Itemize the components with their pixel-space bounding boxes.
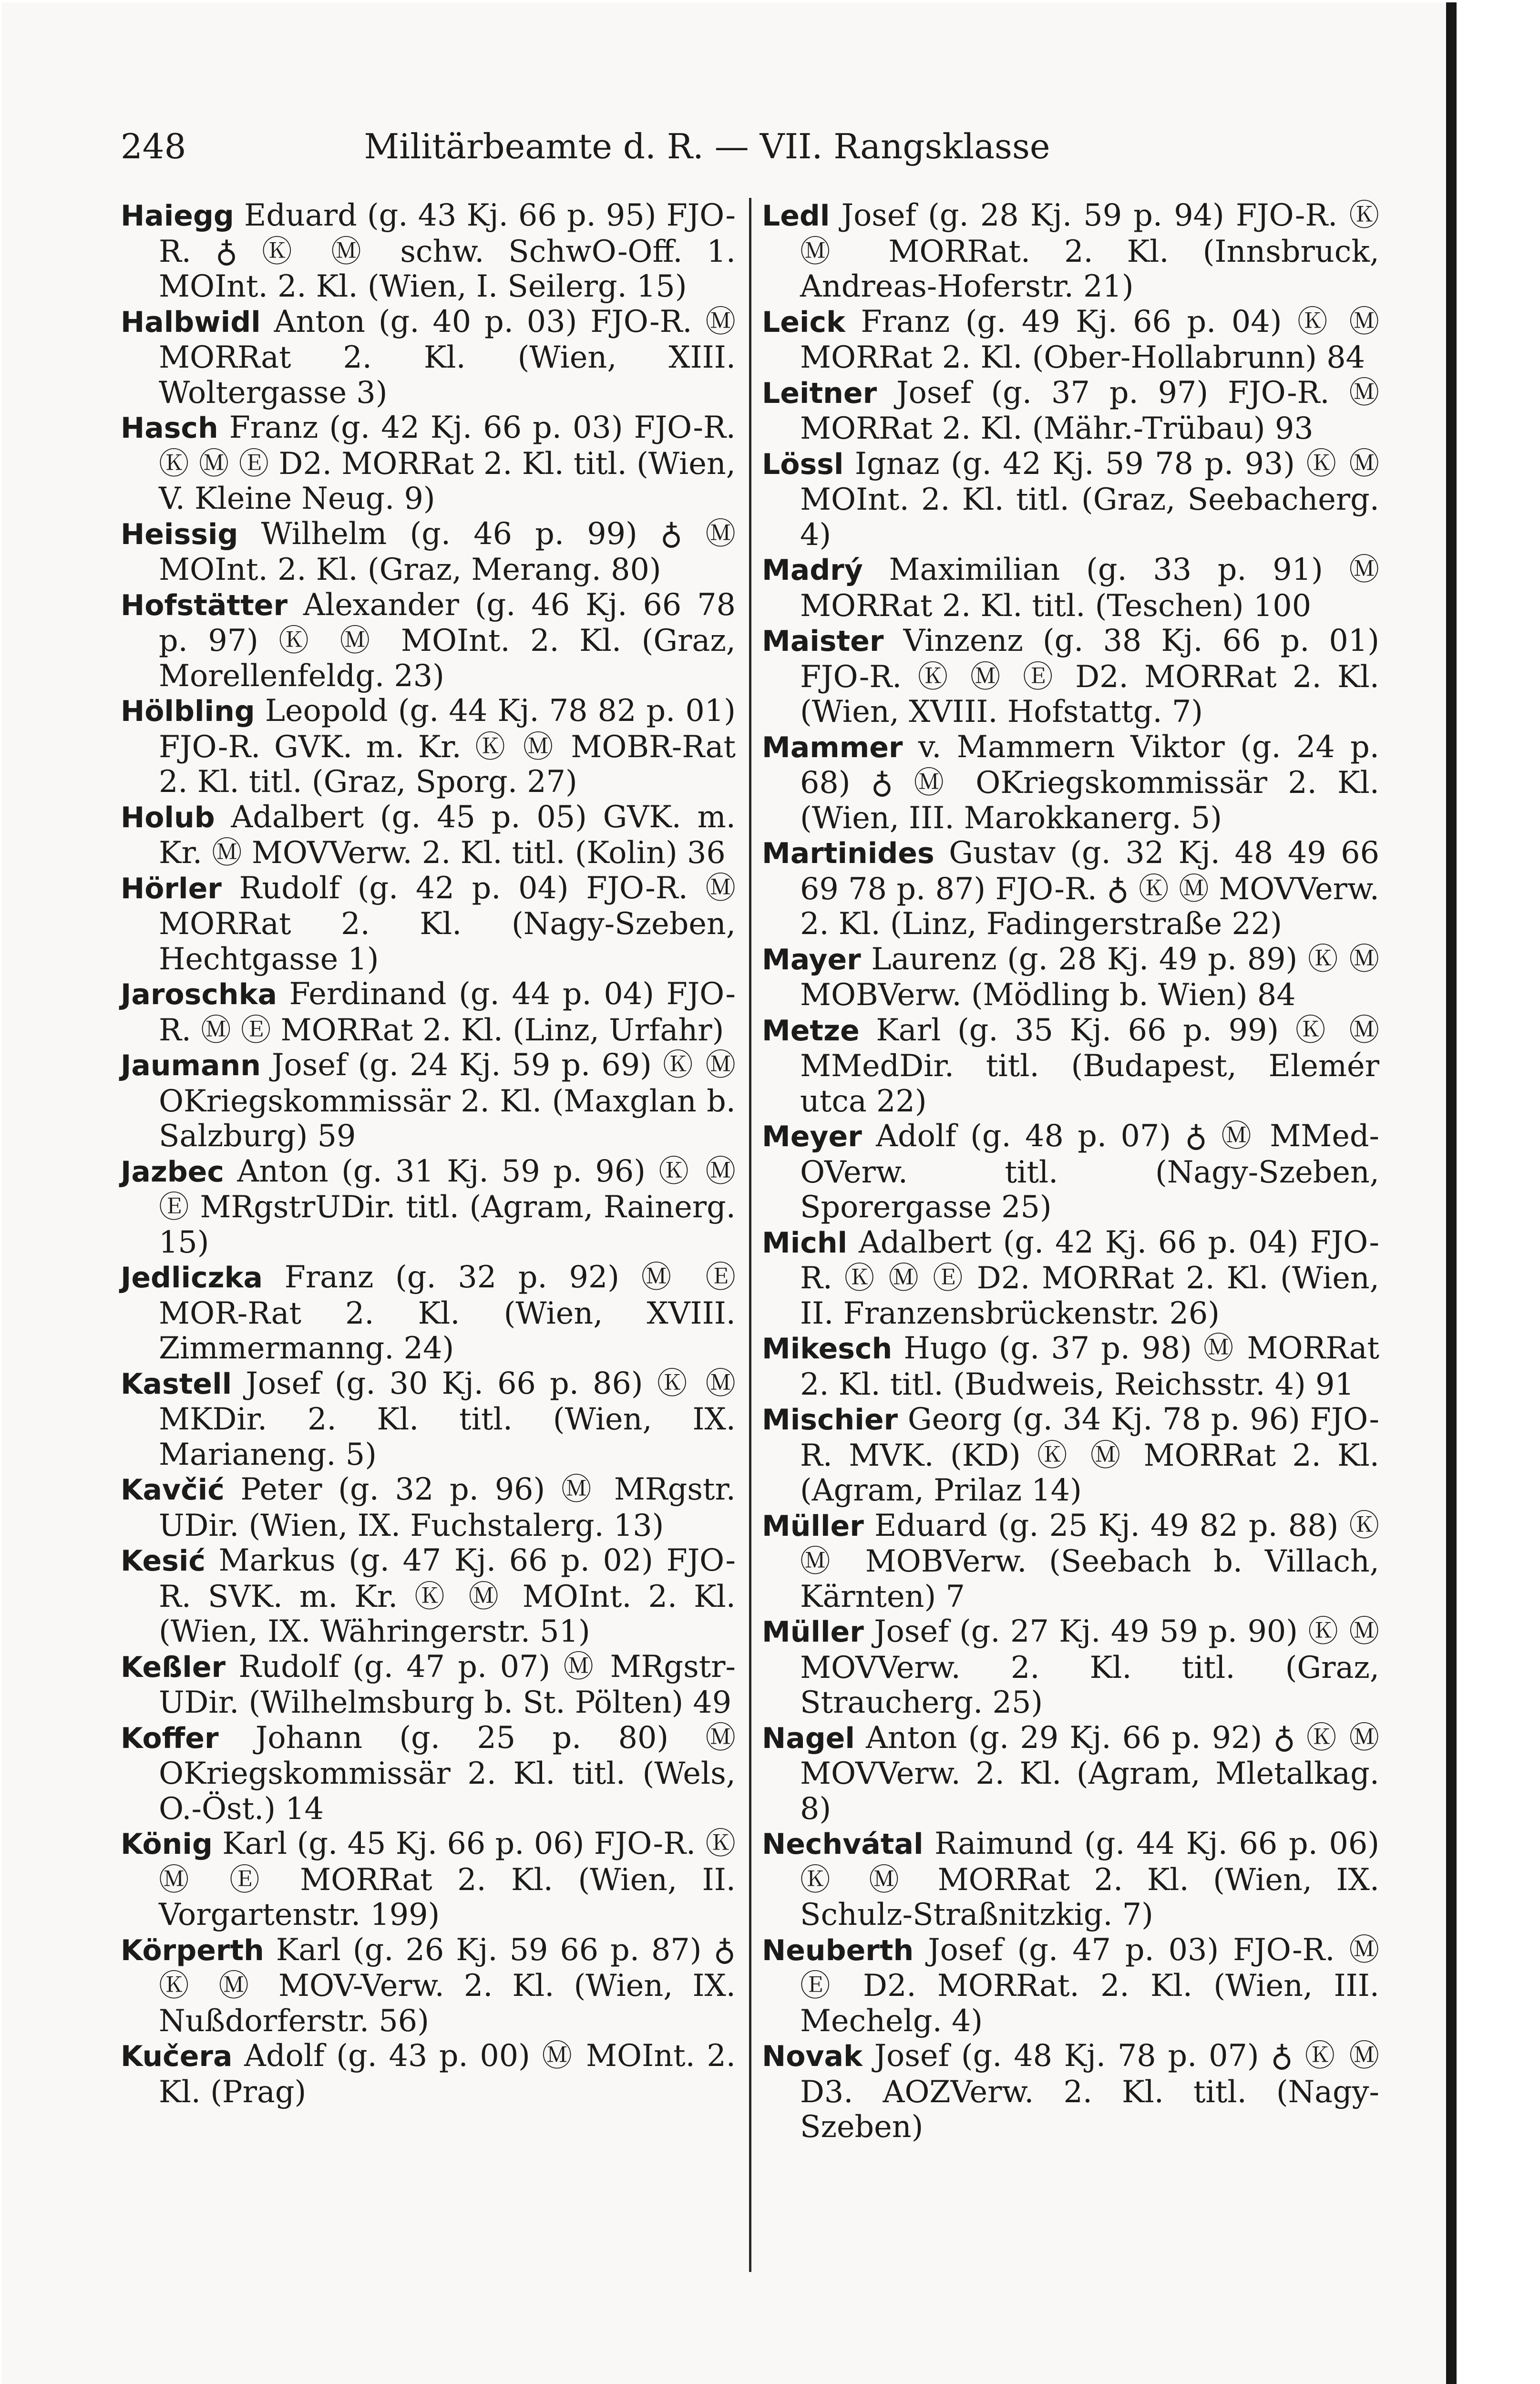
directory-entry xyxy=(762,2038,1379,2145)
directory-entry xyxy=(121,1154,736,1260)
entry-surname: Neuberth xyxy=(762,1933,914,1967)
entry-details: Raimund (g. 44 Kj. 66 p. 06) Ⓚ Ⓜ MORRat 2. Kl. (Wien, IX. Schulz-Straßnitzkig. 7) xyxy=(800,1826,1379,1932)
entry-surname: Martinides xyxy=(762,837,934,870)
entry-surname: Jazbec xyxy=(121,1155,224,1189)
directory-entry xyxy=(762,1225,1379,1331)
entry-details: Karl (g. 35 Kj. 66 p. 99) Ⓚ Ⓜ MMedDir. titl. (Budapest, Elemér utca 22) xyxy=(800,1012,1379,1119)
entry-surname: Jaroschka xyxy=(121,978,277,1011)
entry-surname: Holub xyxy=(121,801,215,834)
left-column xyxy=(121,198,736,2109)
entry-details: Peter (g. 32 p. 96) Ⓜ MRgstr. UDir. (Wien, IX. Fuchstalerg. 13) xyxy=(159,1471,736,1543)
directory-entry xyxy=(121,1932,736,2039)
entry-details: Adalbert (g. 42 Kj. 66 p. 04) FJO-R. Ⓚ Ⓜ Ⓔ D2. MORRat 2. Kl. (Wien, II. Franzensbrückenstr. 26) xyxy=(800,1224,1379,1331)
entry-details: Maximilian (g. 33 p. 91) Ⓜ MORRat 2. Kl. titl. (Teschen) 100 xyxy=(800,552,1379,623)
entry-surname: Mammer xyxy=(762,730,903,764)
directory-entry xyxy=(762,1720,1379,1827)
entry-surname: Heissig xyxy=(121,517,238,551)
entry-details: Franz (g. 32 p. 92) Ⓜ Ⓔ MOR-Rat 2. Kl. (Wien, XVIII. Zimmermanng. 24) xyxy=(159,1259,736,1366)
directory-entry xyxy=(762,1402,1379,1508)
directory-entry xyxy=(121,1366,736,1472)
entry-details: Anton (g. 31 Kj. 59 p. 96) Ⓚ Ⓜ Ⓔ MRgstrUDir. titl. (Agram, Rainerg. 15) xyxy=(159,1153,736,1260)
entry-details: Anton (g. 40 p. 03) FJO-R. Ⓜ MORRat 2. Kl. (Wien, XIII. Woltergasse 3) xyxy=(159,303,736,410)
entry-details: Josef (g. 30 Kj. 66 p. 86) Ⓚ Ⓜ MKDir. 2. Kl. titl. (Wien, IX. Marianeng. 5) xyxy=(159,1365,736,1472)
entry-details: Vinzenz (g. 38 Kj. 66 p. 01) FJO-R. Ⓚ Ⓜ Ⓔ D2. MORRat 2. Kl. (Wien, XVIII. Hofstattg. 7) xyxy=(800,623,1379,729)
scanned-page xyxy=(1,2,1457,2384)
entry-surname: Keßler xyxy=(121,1650,226,1684)
entry-details: Georg (g. 34 Kj. 78 p. 96) FJO-R. MVK. (KD) Ⓚ Ⓜ MORRat 2. Kl. (Agram, Prilaz 14) xyxy=(800,1401,1379,1508)
entry-surname: Hörler xyxy=(121,872,222,905)
entry-details: Ignaz (g. 42 Kj. 59 78 p. 93) Ⓚ Ⓜ MOInt. 2. Kl. titl. (Graz, Seebacherg. 4) xyxy=(800,445,1379,552)
entry-surname: Madrý xyxy=(762,554,863,587)
directory-entry xyxy=(121,1472,736,1543)
entry-surname: Lössl xyxy=(762,447,844,481)
entry-details: Eduard (g. 43 Kj. 66 p. 95) FJO-R. ♁ Ⓚ Ⓜ schw. SchwO-Off. 1. MOInt. 2. Kl. (Wien, I. Seilerg. 15) xyxy=(159,197,736,304)
entry-details: Gustav (g. 32 Kj. 48 49 66 69 78 p. 87) FJO-R. ♁ Ⓚ Ⓜ MOVVerw. 2. Kl. (Linz, Fadingerstraße 22) xyxy=(800,835,1379,941)
entry-surname: Hasch xyxy=(121,411,218,445)
entry-surname: Michl xyxy=(762,1226,848,1260)
directory-entry xyxy=(762,1826,1379,1932)
entry-details: Rudolf (g. 47 p. 07) Ⓜ MRgstr-UDir. (Wilhelmsburg b. St. Pölten) 49 xyxy=(159,1648,736,1720)
entry-surname: Müller xyxy=(762,1615,864,1649)
entry-surname: Körperth xyxy=(121,1933,264,1967)
entry-surname: Maister xyxy=(762,625,884,658)
directory-entry xyxy=(762,1508,1379,1614)
directory-entry xyxy=(762,1932,1379,2039)
page-header xyxy=(121,126,1294,179)
directory-entry xyxy=(121,516,736,587)
entry-surname: Müller xyxy=(762,1509,864,1543)
entry-details: Ferdinand (g. 44 p. 04) FJO-R. Ⓜ Ⓔ MORRat 2. Kl. (Linz, Urfahr) xyxy=(159,976,736,1048)
column-divider xyxy=(749,198,751,2272)
entry-details: Josef (g. 28 Kj. 59 p. 94) FJO-R. Ⓚ Ⓜ MORRat. 2. Kl. (Innsbruck, Andreas-Hoferstr. 21) xyxy=(800,197,1379,304)
entry-surname: Leitner xyxy=(762,376,877,410)
entry-surname: König xyxy=(121,1828,213,1861)
directory-entry xyxy=(121,587,736,694)
entry-details: Josef (g. 37 p. 97) FJO-R. Ⓜ MORRat 2. Kl. (Mähr.-Trübau) 93 xyxy=(800,374,1379,446)
entry-surname: Jedliczka xyxy=(121,1261,263,1295)
entry-details: Eduard (g. 25 Kj. 49 82 p. 88) Ⓚ Ⓜ MOBVerw. (Seebach b. Villach, Kärnten) 7 xyxy=(800,1507,1379,1614)
entry-details: Josef (g. 47 p. 03) FJO-R. Ⓜ Ⓔ D2. MORRat. 2. Kl. (Wien, III. Mechelg. 4) xyxy=(800,1932,1379,2038)
directory-entry xyxy=(121,1260,736,1366)
directory-entry xyxy=(762,623,1379,730)
directory-entry xyxy=(121,1720,736,1827)
entry-details: Karl (g. 26 Kj. 59 66 p. 87) ♁ Ⓚ Ⓜ MOV-Verw. 2. Kl. (Wien, IX. Nußdorferstr. 56) xyxy=(159,1932,736,2038)
entry-details: Josef (g. 48 Kj. 78 p. 07) ♁ Ⓚ Ⓜ D3. AOZVerw. 2. Kl. titl. (Nagy-Szeben) xyxy=(800,2038,1379,2144)
page-number: 248 xyxy=(121,126,186,166)
entry-surname: Metze xyxy=(762,1014,860,1048)
entry-details: Alexander (g. 46 Kj. 66 78 p. 97) Ⓚ Ⓜ MOInt. 2. Kl. (Graz, Morellenfeldg. 23) xyxy=(159,586,736,693)
directory-entry xyxy=(121,2038,736,2109)
directory-entry xyxy=(762,1331,1379,1402)
entry-details: Franz (g. 49 Kj. 66 p. 04) Ⓚ Ⓜ MORRat 2. Kl. (Ober-Hollabrunn) 84 xyxy=(800,303,1379,375)
entry-details: Josef (g. 27 Kj. 49 59 p. 90) Ⓚ Ⓜ MOVVerw. 2. Kl. titl. (Graz, Straucherg. 25) xyxy=(800,1613,1379,1720)
directory-entry xyxy=(121,1826,736,1932)
entry-surname: Kučera xyxy=(121,2040,233,2073)
directory-entry xyxy=(121,1048,736,1154)
entry-surname: Nechvátal xyxy=(762,1828,924,1861)
entry-details: Leopold (g. 44 Kj. 78 82 p. 01) FJO-R. GVK. m. Kr. Ⓚ Ⓜ MOBR-Rat 2. Kl. titl. (Graz, Sporg. 27) xyxy=(159,693,736,799)
entry-details: Karl (g. 45 Kj. 66 p. 06) FJO-R. Ⓚ Ⓜ Ⓔ MORRat 2. Kl. (Wien, II. Vorgartenstr. 199) xyxy=(159,1826,736,1932)
entry-details: Laurenz (g. 28 Kj. 49 p. 89) Ⓚ Ⓜ MOBVerw. (Mödling b. Wien) 84 xyxy=(800,941,1379,1012)
directory-entry xyxy=(121,693,736,800)
entry-surname: Mischier xyxy=(762,1403,898,1437)
directory-entry xyxy=(762,198,1379,304)
directory-entry xyxy=(762,942,1379,1013)
directory-entry xyxy=(121,198,736,304)
directory-entry xyxy=(121,1543,736,1649)
entry-details: v. Mammern Viktor (g. 24 p. 68) ♁ Ⓜ OKriegskommissär 2. Kl. (Wien, III. Marokkanerg. 5) xyxy=(800,729,1379,835)
directory-entry xyxy=(762,1119,1379,1225)
directory-entry xyxy=(121,410,736,516)
entry-details: Adolf (g. 43 p. 00) Ⓜ MOInt. 2. Kl. (Prag) xyxy=(159,2038,736,2109)
entry-details: Anton (g. 29 Kj. 66 p. 92) ♁ Ⓚ Ⓜ MOVVerw. 2. Kl. (Agram, Mletalkag. 8) xyxy=(800,1719,1379,1826)
entry-surname: Mikesch xyxy=(762,1332,893,1366)
directory-entry xyxy=(121,976,736,1048)
directory-entry xyxy=(121,800,736,871)
entry-surname: Mayer xyxy=(762,943,861,976)
right-column xyxy=(762,198,1379,2145)
entry-details: Rudolf (g. 42 p. 04) FJO-R. Ⓜ MORRat 2. Kl. (Nagy-Szeben, Hechtgasse 1) xyxy=(159,870,736,976)
entry-details: Franz (g. 42 Kj. 66 p. 03) FJO-R. Ⓚ Ⓜ Ⓔ D2. MORRat 2. Kl. titl. (Wien, V. Kleine Neug. 9) xyxy=(159,410,736,516)
entry-details: Markus (g. 47 Kj. 66 p. 02) FJO-R. SVK. m. Kr. Ⓚ Ⓜ MOInt. 2. Kl. (Wien, IX. Währingerstr. 51) xyxy=(159,1542,736,1649)
entry-surname: Novak xyxy=(762,2040,862,2073)
directory-entry xyxy=(121,1649,736,1720)
entry-details: Johann (g. 25 p. 80) Ⓜ OKriegskommissär 2. Kl. titl. (Wels, O.-Öst.) 14 xyxy=(159,1719,736,1826)
running-head: Militärbeamte d. R. — VII. Rangsklasse xyxy=(364,126,1050,166)
directory-entry xyxy=(121,871,736,977)
entry-details: Wilhelm (g. 46 p. 99) ♁ Ⓜ MOInt. 2. Kl. (Graz, Merang. 80) xyxy=(159,515,736,587)
entry-surname: Kesić xyxy=(121,1544,205,1578)
entry-surname: Kavčić xyxy=(121,1473,225,1507)
entry-details: Josef (g. 24 Kj. 59 p. 69) Ⓚ Ⓜ OKriegskommissär 2. Kl. (Maxglan b. Salzburg) 59 xyxy=(159,1047,736,1153)
entry-surname: Haiegg xyxy=(121,199,234,233)
entry-details: Adolf (g. 48 p. 07) ♁ Ⓜ MMed-OVerw. titl. (Nagy-Szeben, Sporergasse 25) xyxy=(800,1118,1379,1224)
entry-surname: Nagel xyxy=(762,1721,855,1755)
entry-surname: Leick xyxy=(762,305,845,339)
entry-surname: Meyer xyxy=(762,1120,862,1153)
directory-entry xyxy=(762,1013,1379,1119)
entry-details: Adalbert (g. 45 p. 05) GVK. m. Kr. Ⓜ MOVVerw. 2. Kl. titl. (Kolin) 36 xyxy=(159,799,736,870)
directory-entry xyxy=(762,1614,1379,1720)
directory-entry xyxy=(762,446,1379,553)
entry-surname: Jaumann xyxy=(121,1049,261,1082)
directory-entry xyxy=(762,730,1379,836)
entry-details: Hugo (g. 37 p. 98) Ⓜ MORRat 2. Kl. titl. (Budweis, Reichsstr. 4) 91 xyxy=(800,1330,1379,1402)
entry-surname: Ledl xyxy=(762,199,830,233)
directory-entry xyxy=(762,304,1379,375)
entry-surname: Koffer xyxy=(121,1721,219,1755)
directory-entry xyxy=(762,552,1379,623)
entry-surname: Kastell xyxy=(121,1367,232,1401)
entry-surname: Halbwidl xyxy=(121,305,261,339)
entry-surname: Hölbling xyxy=(121,695,255,728)
directory-entry xyxy=(121,304,736,411)
directory-entry xyxy=(762,375,1379,446)
entry-surname: Hofstätter xyxy=(121,588,288,622)
directory-entry xyxy=(762,835,1379,942)
